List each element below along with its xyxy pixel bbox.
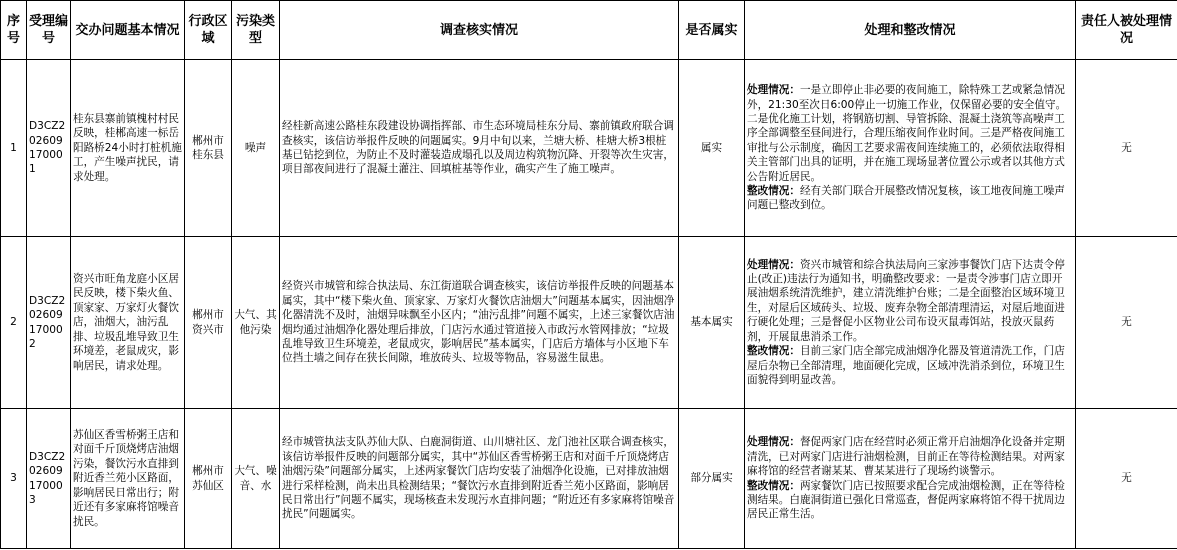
seq-cell: 1 bbox=[1, 60, 27, 237]
header-accountability: 责任人被处理情况 bbox=[1076, 1, 1177, 60]
header-investigation: 调查核实情况 bbox=[280, 1, 679, 60]
rectify-text: 目前三家门店全部完成油烟净化器及管道清洗工作，门店屋后杂物已全部清理，地面硬化完成，区域冲洗消杀到位，环境卫生面貌得到明显改善。 bbox=[747, 345, 1065, 386]
district-cell: 郴州市桂东县 bbox=[185, 60, 232, 237]
district-cell: 郴州市苏仙区 bbox=[185, 409, 232, 549]
handling-cell bbox=[745, 237, 1076, 409]
pollution-cell: 大气、噪音、水 bbox=[232, 409, 280, 549]
handling-label: 处理情况： bbox=[747, 436, 800, 449]
issue-cell: 桂东县寨前镇槐村村民反映，桂郴高速一标岳阳路桥24小时打桩机施工，产生噪声扰民，请求处理。 bbox=[71, 60, 185, 237]
case-no-cell: D3CZ202609170002 bbox=[27, 237, 71, 409]
pollution-cell: 大气、其他污染 bbox=[232, 237, 280, 409]
case-no-cell: D3CZ202609170003 bbox=[27, 409, 71, 549]
table-row bbox=[1, 237, 1177, 409]
investigation-cell: 经桂新高速公路桂东段建设协调指挥部、市生态环境局桂东分局、寨前镇政府联合调查核实，该信访举报件反映的问题属实。9月中旬以来，兰塘大桥、桂塘大桥3根桩基已钻挖到位，为防止不及时灌装造成塌孔以及周边构筑物沉降、开裂等次生灾害，项目部夜间进行了混凝土灌注、回填桩基等作业，确实产生了施工噪声。 bbox=[280, 60, 679, 237]
accountability-cell: 无 bbox=[1076, 60, 1177, 237]
case-no-cell: D3CZ202609170001 bbox=[27, 60, 71, 237]
handling-paragraph bbox=[747, 83, 1073, 184]
seq-cell: 2 bbox=[1, 237, 27, 409]
issue-cell: 资兴市旺角龙庭小区居民反映，楼下柴火鱼、顶家家、万家灯火餐饮店，油烟大，油污乱排、垃圾乱堆导致卫生环境差，老鼠成灾，影响居民，请求处理。 bbox=[71, 237, 185, 409]
rectify-label: 整改情况： bbox=[747, 345, 800, 358]
header-verified: 是否属实 bbox=[679, 1, 745, 60]
handling-text: 一是立即停止非必要的夜间施工，除特殊工艺或紧急情况外，21:30至次日6:00停止一切施工作业，仅保留必要的安全值守。二是优化施工计划，将钢筋切割、导管拆除、混凝土浇筑等高噪声工序全部调整至昼间进行，合理压缩夜间作业时间。三是严格夜间施工审批与公示制度，确因工艺要求需夜间连续施工的，必须依法取得相关主管部门出具的证明，并在施工现场显著位置公示或者以其他方式公告附近居民。 bbox=[747, 84, 1067, 183]
issue-cell: 苏仙区香雪桥粥王店和对面千斤顶烧烤店油烟污染，餐饮污水直排到附近香兰苑小区路面，影响居民日常出行；附近还有多家麻将馆噪音扰民。 bbox=[71, 409, 185, 549]
accountability-cell: 无 bbox=[1076, 237, 1177, 409]
header-case-no: 受理编号 bbox=[27, 1, 71, 60]
header-pollution: 污染类型 bbox=[232, 1, 280, 60]
handling-text: 督促两家门店在经营时必须正常开启油烟净化设备并定期清洗，已对两家门店进行油烟检测，目前正在等待检测结果。对两家麻将馆的经营者谢某某、曹某某进行了现场约谈警示。 bbox=[747, 436, 1065, 478]
verified-cell: 部分属实 bbox=[679, 409, 745, 549]
handling-text: 资兴市城管和综合执法局向三家涉事餐饮门店下达责令停止(改正)违法行为通知书，明确整改要求：一是责令涉事门店立即开展油烟系统清洗维护，建立清洗维护台账；二是全面整治区域环境卫生，对屋后区域砖头、垃圾、废弃杂物全部清理清运，对屋后地面进行硬化处理；三是督促小区物业公司布设灭鼠毒饵站，投放灭鼠药剂，开展鼠患消杀工作。 bbox=[747, 258, 1065, 343]
investigation-cell: 经资兴市城管和综合执法局、东江街道联合调查核实，该信访举报件反映的问题基本属实，其中“楼下柴火鱼、顶家家、万家灯火餐饮店油烟大”问题基本属实，因油烟净化器清洗不及时，油烟异味飘至小区内；“油污乱排”问题不属实，上述三家餐饮店油烟均通过油烟净化器处理后排放，门店污水通过管道接入市政污水管网排放；“垃圾乱堆导致卫生环境差，老鼠成灾，影响居民”基本属实，门店后方墙体与小区地下车位挡土墙之间存在狭长间隙，堆放砖头、垃圾等物品，容易滋生鼠患。 bbox=[280, 237, 679, 409]
table-row bbox=[1, 60, 1177, 237]
header-row bbox=[1, 1, 1177, 60]
verified-cell: 属实 bbox=[679, 60, 745, 237]
verified-cell: 基本属实 bbox=[679, 237, 745, 409]
header-issue: 交办问题基本情况 bbox=[71, 1, 185, 60]
table-row bbox=[1, 409, 1177, 549]
rectify-paragraph bbox=[747, 344, 1073, 387]
pollution-cell: 噪声 bbox=[232, 60, 280, 237]
header-seq: 序号 bbox=[1, 1, 27, 60]
handling-paragraph bbox=[747, 258, 1073, 344]
handling-label: 处理情况： bbox=[747, 84, 800, 97]
handling-label: 处理情况： bbox=[747, 258, 800, 271]
header-district: 行政区域 bbox=[185, 1, 232, 60]
rectify-paragraph bbox=[747, 184, 1073, 213]
rectify-label: 整改情况： bbox=[747, 479, 800, 492]
handling-cell bbox=[745, 60, 1076, 237]
rectify-label: 整改情况： bbox=[747, 185, 800, 198]
accountability-cell: 无 bbox=[1076, 409, 1177, 549]
rectify-text: 两家餐饮门店已按照要求配合完成油烟检测，正在等待检测结果。白鹿洞街道已强化日常巡查，督促两家麻将馆不得干扰周边居民正常生活。 bbox=[747, 479, 1065, 521]
handling-cell bbox=[745, 409, 1076, 549]
investigation-cell: 经市城管执法支队苏仙大队、白鹿洞街道、山川塘社区、龙门池社区联合调查核实，该信访举报件反映的问题部分属实，其中“苏仙区香雪桥粥王店和对面千斤顶烧烤店油烟污染”问题部分属实，上述两家餐饮门店均安装了油烟净化设施，已对排放油烟进行采样检测，尚未出具检测结果；“餐饮污水直排到附近香兰苑小区路面，影响居民日常出行”问题不属实，现场核查未发现污水直排问题；“附近还有多家麻将馆噪音扰民”问题属实。 bbox=[280, 409, 679, 549]
district-cell: 郴州市资兴市 bbox=[185, 237, 232, 409]
seq-cell: 3 bbox=[1, 409, 27, 549]
header-handling: 处理和整改情况 bbox=[745, 1, 1076, 60]
rectify-paragraph bbox=[747, 479, 1073, 522]
rectify-text: 经有关部门联合开展整改情况复核，该工地夜间施工噪声问题已整改到位。 bbox=[747, 185, 1065, 212]
handling-paragraph bbox=[747, 435, 1073, 478]
